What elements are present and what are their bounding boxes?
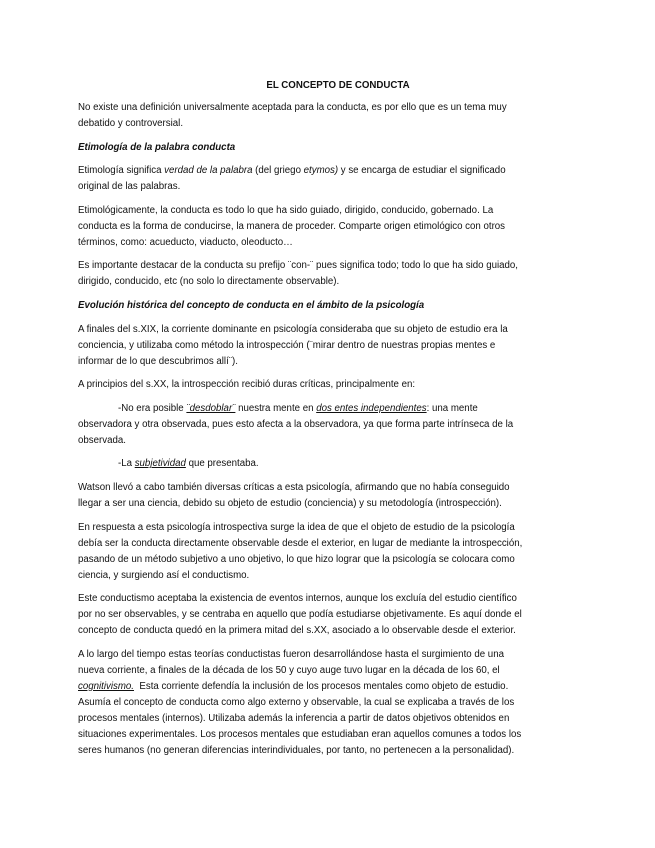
paragraph — [78, 377, 598, 393]
text-segment: conducta es la forma de conducirse, la manera de proceder. Comparte origen etimológico con otros — [78, 220, 506, 232]
text-segment: que presentaba. — [185, 458, 259, 470]
text-segment: -La — [118, 458, 135, 470]
text-line — [78, 480, 598, 496]
text-line — [78, 663, 598, 679]
text-segment: ciencia, y surgiendo así el conductismo. — [78, 569, 250, 581]
text-segment: concepto de conducta quedó en la primera mitad del s.XX, asociado a lo observable desde el exterior. — [78, 625, 516, 637]
text-line — [78, 647, 598, 663]
emphasized-text: subjetividad — [134, 458, 186, 470]
document-page — [78, 78, 598, 766]
text-line — [78, 203, 598, 219]
text-line — [78, 338, 598, 354]
text-line — [78, 536, 598, 552]
text-segment: conciencia, y utilizaba como método la introspección (¨mirar dentro de nuestras propias mentes e — [78, 339, 496, 351]
text-line — [78, 235, 598, 251]
section-heading — [78, 140, 598, 156]
text-line — [78, 568, 598, 584]
text-line — [78, 219, 598, 235]
text-line — [78, 258, 598, 274]
paragraph — [78, 456, 598, 472]
text-line — [78, 163, 598, 179]
text-segment: nuestra mente en — [235, 402, 317, 414]
text-segment: y se encarga de estudiar el significado — [338, 165, 506, 177]
text-segment: dirigido, conducido, etc (no solo lo directamente observable). — [78, 276, 340, 288]
text-segment: situaciones experimentales. Los procesos mentales que estudiaban eran aquellos comunes a todos los — [78, 728, 522, 740]
text-line — [78, 695, 598, 711]
text-segment: informar de lo que descubrimos allí¨). — [78, 355, 238, 367]
text-segment: nueva corriente, a finales de la década de los 50 y cuyo auge tuvo lugar en la década de los 60, el — [78, 664, 500, 676]
paragraph — [78, 100, 598, 132]
paragraph — [78, 591, 598, 639]
text-line — [78, 179, 598, 195]
text-line — [78, 711, 598, 727]
section-heading — [78, 298, 598, 314]
text-line — [78, 354, 598, 370]
text-line — [78, 607, 598, 623]
document-title: EL CONCEPTO DE CONDUCTA — [266, 80, 410, 91]
text-line — [78, 274, 598, 290]
text-segment: debía ser la conducta directamente observable desde el exterior, en lugar de mediante la introspección, — [78, 537, 523, 549]
text-segment: Etimología de la palabra conducta — [78, 141, 236, 153]
text-line — [78, 298, 598, 314]
emphasized-text: etymos) — [303, 165, 339, 177]
text-segment: Es importante destacar de la conducta su prefijo ¨con-¨ pues significa todo; todo lo que ha sido guiado, — [78, 260, 518, 272]
text-segment: -No era posible — [118, 402, 187, 414]
text-line — [78, 116, 598, 132]
text-segment: A lo largo del tiempo estas teorías conductistas fueron desarrollándose hasta el surgimiento de una — [78, 648, 504, 660]
emphasized-text: ¨desdoblar¨ — [186, 402, 236, 414]
text-line — [78, 377, 598, 393]
paragraph — [78, 647, 598, 759]
text-segment: Etimología significa — [78, 165, 165, 177]
paragraph — [78, 520, 598, 584]
emphasized-text: verdad de la palabra — [164, 165, 253, 177]
text-line — [78, 623, 598, 639]
text-segment: Esta corriente defendía la inclusión de los procesos mentales como objeto de estudio. — [134, 680, 509, 692]
text-segment: A finales del s.XIX, la corriente dominante en psicología consideraba que su objeto de estudio era la — [78, 323, 508, 335]
text-line — [78, 322, 598, 338]
text-line — [78, 140, 598, 156]
text-line — [78, 727, 598, 743]
text-segment: Asumía el concepto de conducta como algo externo y observable, la cual se explicaba a través de los — [78, 696, 515, 708]
text-segment: seres humanos (no generan diferencias interindividuales, por tanto, no pertenecen a la personalidad). — [78, 744, 515, 756]
text-segment: términos, como: acueducto, viaducto, oleoducto… — [78, 236, 293, 248]
text-segment: observada. — [78, 434, 126, 446]
text-segment: Watson llevó a cabo también diversas críticas a esta psicología, afirmando que no había conseguido — [78, 481, 510, 493]
text-segment: procesos mentales (internos). Utilizaba además la inferencia a partir de datos objetivos obtenidos en — [78, 712, 510, 724]
text-line — [78, 433, 598, 449]
text-segment: por no ser observables, y se centraba en aquello que podía estudiarse objetivamente. Es aquí donde el — [78, 609, 522, 621]
text-segment: Este conductismo aceptaba la existencia de eventos internos, aunque los excluía del estudio científico — [78, 593, 517, 605]
text-segment: A principios del s.XX, la introspección recibió duras críticas, principalmente en: — [78, 379, 416, 391]
text-segment: Etimológicamente, la conducta es todo lo que ha sido guiado, dirigido, conducido, gobernado. La — [78, 204, 494, 216]
text-line — [78, 100, 598, 116]
text-line — [78, 401, 598, 417]
text-segment: Evolución histórica del concepto de conducta en el ámbito de la psicología — [78, 299, 425, 311]
text-segment: En respuesta a esta psicología introspectiva surge la idea de que el objeto de estudio de la psicología — [78, 521, 515, 533]
text-segment: original de las palabras. — [78, 181, 181, 193]
text-line — [78, 679, 598, 695]
text-segment: debatido y controversial. — [78, 118, 184, 129]
text-line — [78, 743, 598, 759]
paragraph — [78, 163, 598, 195]
text-line — [78, 456, 598, 472]
emphasized-text: dos entes independientes — [316, 402, 427, 414]
text-segment: (del griego — [252, 165, 304, 177]
text-segment: llegar a ser una ciencia, debido su objeto de estudio (conciencia) y su metodología (introspección). — [78, 497, 502, 509]
text-segment: pasando de un método subjetivo a uno objetivo, lo que hizo lograr que la psicología se colocara como — [78, 553, 515, 565]
paragraph — [78, 258, 598, 290]
paragraph — [78, 480, 598, 512]
text-segment: : una mente — [426, 402, 478, 414]
text-line — [78, 417, 598, 433]
document-body — [78, 100, 598, 759]
text-line — [78, 591, 598, 607]
text-segment: observadora y otra observada, pues esto afecta a la observadora, ya que forma parte intrínseca de la — [78, 418, 514, 430]
paragraph — [78, 322, 598, 370]
emphasized-text: cognitivismo. — [78, 680, 134, 692]
text-line — [78, 552, 598, 568]
text-line — [78, 496, 598, 512]
text-segment: No existe una definición universalmente aceptada para la conducta, es por ello que es un tema muy — [78, 102, 507, 113]
paragraph — [78, 401, 598, 449]
text-line — [78, 520, 598, 536]
paragraph — [78, 203, 598, 251]
